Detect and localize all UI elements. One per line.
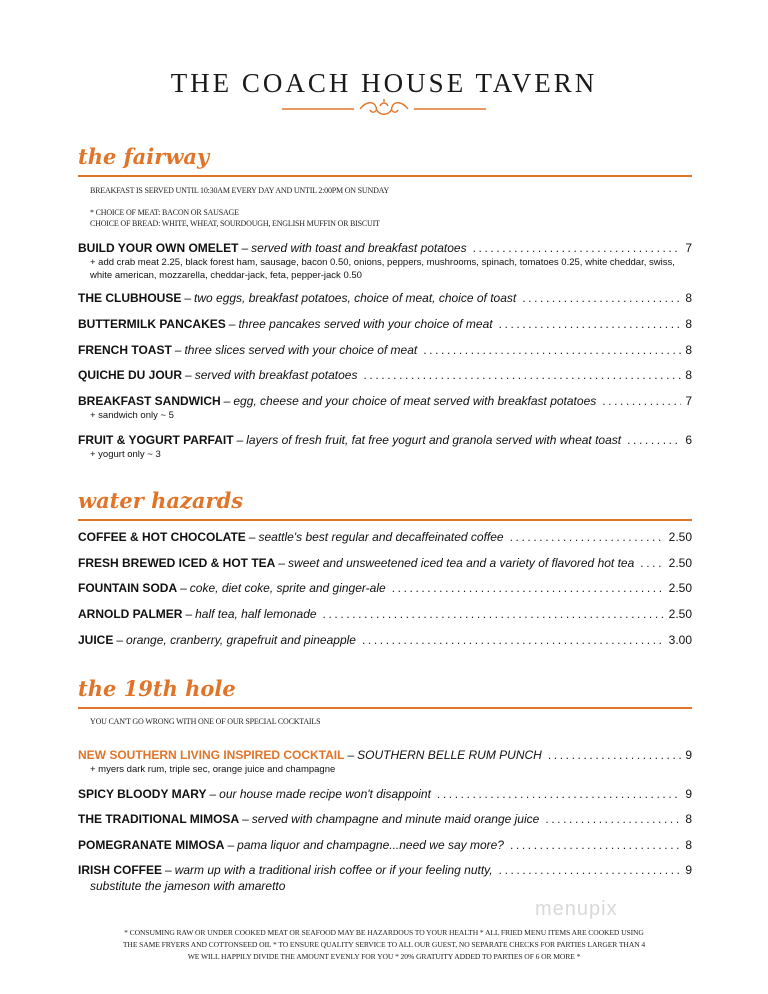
item-price: 7 [685,394,692,408]
menu-item: COFFEE & HOT CHOCOLATE – seattle's best regular and decaffeinated coffee ..... 2.50 [78,530,692,546]
item-name: FRESH BREWED ICED & HOT TEA [78,556,276,570]
item-name: FRENCH TOAST [78,343,172,357]
menu-item: FRENCH TOAST – three slices served with your choice of meat ..... 8 [78,343,692,359]
item-price: 9 [685,787,692,801]
item-name: FOUNTAIN SODA [78,581,178,595]
section-divider [78,707,692,709]
item-description: served with toast and breakfast potatoes [251,241,467,255]
watermark: menupix [535,898,618,920]
menu-item: SPICY BLOODY MARY – our house made recipe won't disappoint ..... 9 [78,787,692,803]
item-description: coke, diet coke, sprite and ginger-ale [189,581,386,595]
item-description-continued: substitute the jameson with amaretto [90,879,286,893]
item-price: 2.50 [668,581,692,595]
item-description: SOUTHERN BELLE RUM PUNCH [357,748,542,762]
item-name: NEW SOUTHERN LIVING INSPIRED COCKTAIL [78,748,345,762]
item-name: THE TRADITIONAL MIMOSA [78,812,240,826]
item-description: egg, cheese and your choice of meat served with breakfast potatoes [233,394,597,408]
menu-item: FOUNTAIN SODA – coke, diet coke, sprite and ginger-ale ..... 2.50 [78,581,692,597]
section-heading-fairway: the fairway [78,144,210,169]
item-name: QUICHE DU JOUR [78,368,183,382]
item-addons: + myers dark rum, triple sec, orange juice and champagne [90,764,336,775]
item-name: THE CLUBHOUSE [78,291,182,305]
menu-item: BREAKFAST SANDWICH – egg, cheese and your choice of meat served with breakfast potatoes ..... 7 [78,394,692,410]
restaurant-title: THE COACH HOUSE TAVERN [170,68,598,98]
item-price: 8 [685,812,692,826]
item-description: served with breakfast potatoes [194,368,358,382]
item-price: 6 [685,433,692,447]
item-description: layers of fresh fruit, fat free yogurt and granola served with wheat toast [246,433,622,447]
section-heading-19th-hole: the 19th hole [78,676,236,701]
section-note: CHOICE OF BREAD: WHITE, WHEAT, SOURDOUGH, ENGLISH MUFFIN OR BISCUIT [90,219,380,228]
item-description: two eggs, breakfast potatoes, choice of meat, choice of toast [194,291,517,305]
footer-disclaimer: * CONSUMING RAW OR UNDER COOKED MEAT OR SEAFOOD MAY BE HAZARDOUS TO YOUR HEALTH * ALL FRIED MENU ITEMS ARE COOKED USING THE SAME FRYERS AND COTTONSEED OIL * TO ENSURE QUALITY SERVICE TO ALL OUR GUEST, NO SEPARATE CHECKS FOR PARTIES LARGER THAN 4 WE WILL HAPPILY DIVIDE THE AMOUNT EVENLY FOR YOU * 20% GRATUITY ADDED TO PARTIES OF 6 OR MORE * [122,928,646,961]
item-price: 8 [685,343,692,357]
section-note: * CHOICE OF MEAT: BACON OR SAUSAGE [90,208,239,217]
section-note: YOU CAN'T GO WRONG WITH ONE OF OUR SPECIAL COCKTAILS [90,717,321,726]
menu-item: NEW SOUTHERN LIVING INSPIRED COCKTAIL – SOUTHERN BELLE RUM PUNCH ..... 9 [78,748,692,764]
item-description: half tea, half lemonade [195,607,317,621]
item-price: 7 [685,241,692,255]
item-name: BREAKFAST SANDWICH [78,394,221,408]
item-description: our house made recipe won't disappoint [219,787,431,801]
item-price: 8 [685,838,692,852]
item-description: warm up with a traditional irish coffee or if your feeling nutty, [174,863,493,877]
item-price: 2.50 [668,556,692,570]
menu-item: QUICHE DU JOUR – served with breakfast potatoes ..... 8 [78,368,692,384]
item-addons: + sandwich only ~ 5 [90,410,174,421]
menu-item: THE CLUBHOUSE – two eggs, breakfast potatoes, choice of meat, choice of toast ..... 8 [78,291,692,307]
item-name: IRISH COFFEE [78,863,163,877]
menu-item: IRISH COFFEE – warm up with a traditional irish coffee or if your feeling nutty, ..... 9 [78,863,692,879]
item-name: JUICE [78,633,114,647]
item-price: 3.00 [668,633,692,647]
item-description: served with champagne and minute maid orange juice [251,812,540,826]
menu-item: JUICE – orange, cranberry, grapefruit and pineapple ..... 3.00 [78,633,692,649]
item-price: 2.50 [668,607,692,621]
item-price: 2.50 [668,530,692,544]
item-name: ARNOLD PALMER [78,607,183,621]
item-price: 8 [685,368,692,382]
item-price: 8 [685,317,692,331]
title-ornament [282,98,486,120]
section-note: BREAKFAST IS SERVED UNTIL 10:30AM EVERY DAY AND UNTIL 2:00PM ON SUNDAY [90,186,390,195]
item-description: sweet and unsweetened iced tea and a variety of flavored hot tea [288,556,635,570]
menu-item: FRUIT & YOGURT PARFAIT – layers of fresh fruit, fat free yogurt and granola served with wheat toast ..... 6 [78,433,692,449]
item-addons: + yogurt only ~ 3 [90,449,161,460]
item-name: BUTTERMILK PANCAKES [78,317,226,331]
item-name: BUILD YOUR OWN OMELET [78,241,239,255]
item-description: orange, cranberry, grapefruit and pineapple [126,633,356,647]
item-name: COFFEE & HOT CHOCOLATE [78,530,246,544]
item-name: SPICY BLOODY MARY [78,787,207,801]
menu-item: THE TRADITIONAL MIMOSA – served with champagne and minute maid orange juice ..... 8 [78,812,692,828]
menu-item: BUTTERMILK PANCAKES – three pancakes served with your choice of meat ..... 8 [78,317,692,333]
menu-item: POMEGRANATE MIMOSA – pama liquor and champagne...need we say more? ..... 8 [78,838,692,854]
item-price: 9 [685,748,692,762]
menu-item: ARNOLD PALMER – half tea, half lemonade ..... 2.50 [78,607,692,623]
item-addons: + add crab meat 2.25, black forest ham, sausage, bacon 0.50, onions, peppers, mushrooms, spinach, tomatoes 0.25, white cheddar, swiss, white american, mozzarella, cheddar-jack, feta, pepper-jack 0.50 [90,257,675,281]
section-divider [78,175,692,177]
item-description: three slices served with your choice of meat [184,343,418,357]
item-price: 8 [685,291,692,305]
item-description: pama liquor and champagne...need we say more? [237,838,504,852]
item-name: POMEGRANATE MIMOSA [78,838,225,852]
item-description: three pancakes served with your choice of meat [238,317,493,331]
item-description: seattle's best regular and decaffeinated coffee [258,530,504,544]
item-price: 9 [685,863,692,877]
menu-item: FRESH BREWED ICED & HOT TEA – sweet and unsweetened iced tea and a variety of flavored hot tea ..... 2.50 [78,556,692,572]
item-name: FRUIT & YOGURT PARFAIT [78,433,234,447]
section-divider [78,519,692,521]
menu-item: BUILD YOUR OWN OMELET – served with toast and breakfast potatoes ..... 7 [78,241,692,257]
section-heading-water-hazards: water hazards [78,488,244,513]
